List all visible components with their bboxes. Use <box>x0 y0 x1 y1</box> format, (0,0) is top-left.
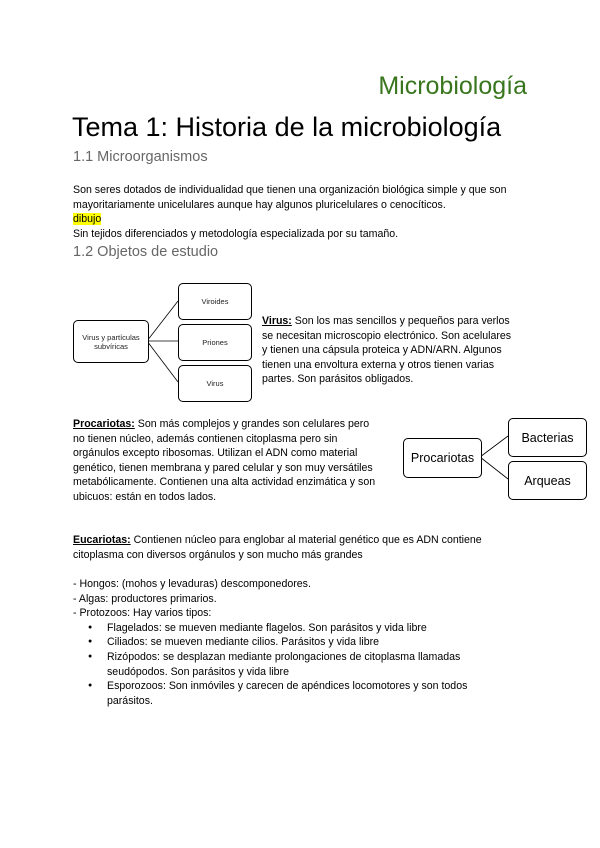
paragraph-line: y tienen una cápsula proteica y ADN/ARN. Algunos <box>262 344 502 357</box>
section-heading-microorganismos: 1.1 Microorganismos <box>73 149 208 165</box>
header-brand: Microbiología <box>378 72 527 100</box>
paragraph-line: metabólicamente. Contienen una alta actividad enzimática y son <box>73 476 376 489</box>
paragraph-line: Son los mas sencillos y pequeños para verlos <box>291 315 510 327</box>
bullet-item: ● Esporozoos: Son inmóviles y carecen de apéndices locomotores y son todos parásitos. <box>73 679 543 708</box>
paragraph-line: orgánulos excepto ribosomas. Utilizan el ADN como material <box>73 447 358 460</box>
bullet-item: ● Flagelados: se mueven mediante flagelos. Son parásitos y vida libre <box>73 621 543 636</box>
bullet-item: ● Ciliados: se mueven mediante cilios. Parásitos y vida libre <box>73 635 543 650</box>
diagram-node-viroides: Viroides <box>178 283 252 320</box>
paragraph-line: Son más complejos y grandes son celulares pero <box>134 418 370 430</box>
term-virus: Virus: <box>262 315 292 327</box>
bullet-item: ● Rizópodos: se desplazan mediante prolongaciones de citoplasma llamadas seudópodos. Son parásitos y vida libre <box>73 650 543 679</box>
list-item: - Hongos: (mohos y levaduras) descomponedores. <box>73 578 311 590</box>
virus-paragraph <box>262 314 532 387</box>
eucariotas-paragraph <box>73 533 543 562</box>
page-title: Tema 1: Historia de la microbiología <box>72 112 502 142</box>
list-item: - Protozoos: Hay varios tipos: <box>73 607 212 620</box>
list-item: - Algas: productores primarios. <box>73 592 217 605</box>
diagram-node-priones: Priones <box>178 324 252 361</box>
diagram-root-virus-subviricas: Virus y partículas subvíricas <box>73 320 149 363</box>
paragraph-line: ubicuos: están en todos lados. <box>73 490 217 503</box>
protozoos-bullet-list <box>73 621 543 709</box>
paragraph-line: se necesitan microscopio electrónico. Son acelulares <box>262 329 512 342</box>
paragraph-line: no tienen núcleo, además contienen citoplasma pero sin <box>73 432 338 445</box>
section-heading-objetos: 1.2 Objetos de estudio <box>73 244 219 260</box>
connector-line <box>480 436 508 457</box>
paragraph-line: Son seres dotados de individualidad que tienen una organización biológica simple y que son <box>73 184 507 196</box>
procariotas-paragraph <box>73 417 393 505</box>
highlighted-text: dibujo <box>73 213 102 226</box>
paragraph-line: mayoritariamente unicelulares aunque hay algunos pluricelulares o cenocíticos. <box>73 198 446 211</box>
paragraph-line: Contienen núcleo para englobar al material genético que es ADN contiene <box>130 534 482 546</box>
term-procariotas: Procariotas: <box>73 418 135 430</box>
paragraph-line: Sin tejidos diferenciados y metodología especializada por su tamaño. <box>73 227 399 240</box>
paragraph-line: partes. Son parásitos obligados. <box>262 373 414 386</box>
paragraph-line: genético, tienen membrana y pared celular y son muy versátiles <box>73 461 373 474</box>
diagram-node-arqueas: Arqueas <box>508 461 587 500</box>
connector-line <box>147 301 178 341</box>
term-eucariotas: Eucariotas: <box>73 534 131 546</box>
paragraph-line: citoplasma con diversos orgánulos y son mucho más grandes <box>73 548 363 561</box>
diagram-root-procariotas: Procariotas <box>403 438 482 478</box>
diagram-node-virus: Virus <box>178 365 252 402</box>
connector-line <box>147 341 178 382</box>
eucariotas-list <box>73 577 543 708</box>
connector-line <box>480 457 508 479</box>
paragraph-line: tienen una envoltura externa y otros tienen varias <box>262 358 495 371</box>
diagram-node-bacterias: Bacterias <box>508 418 587 457</box>
